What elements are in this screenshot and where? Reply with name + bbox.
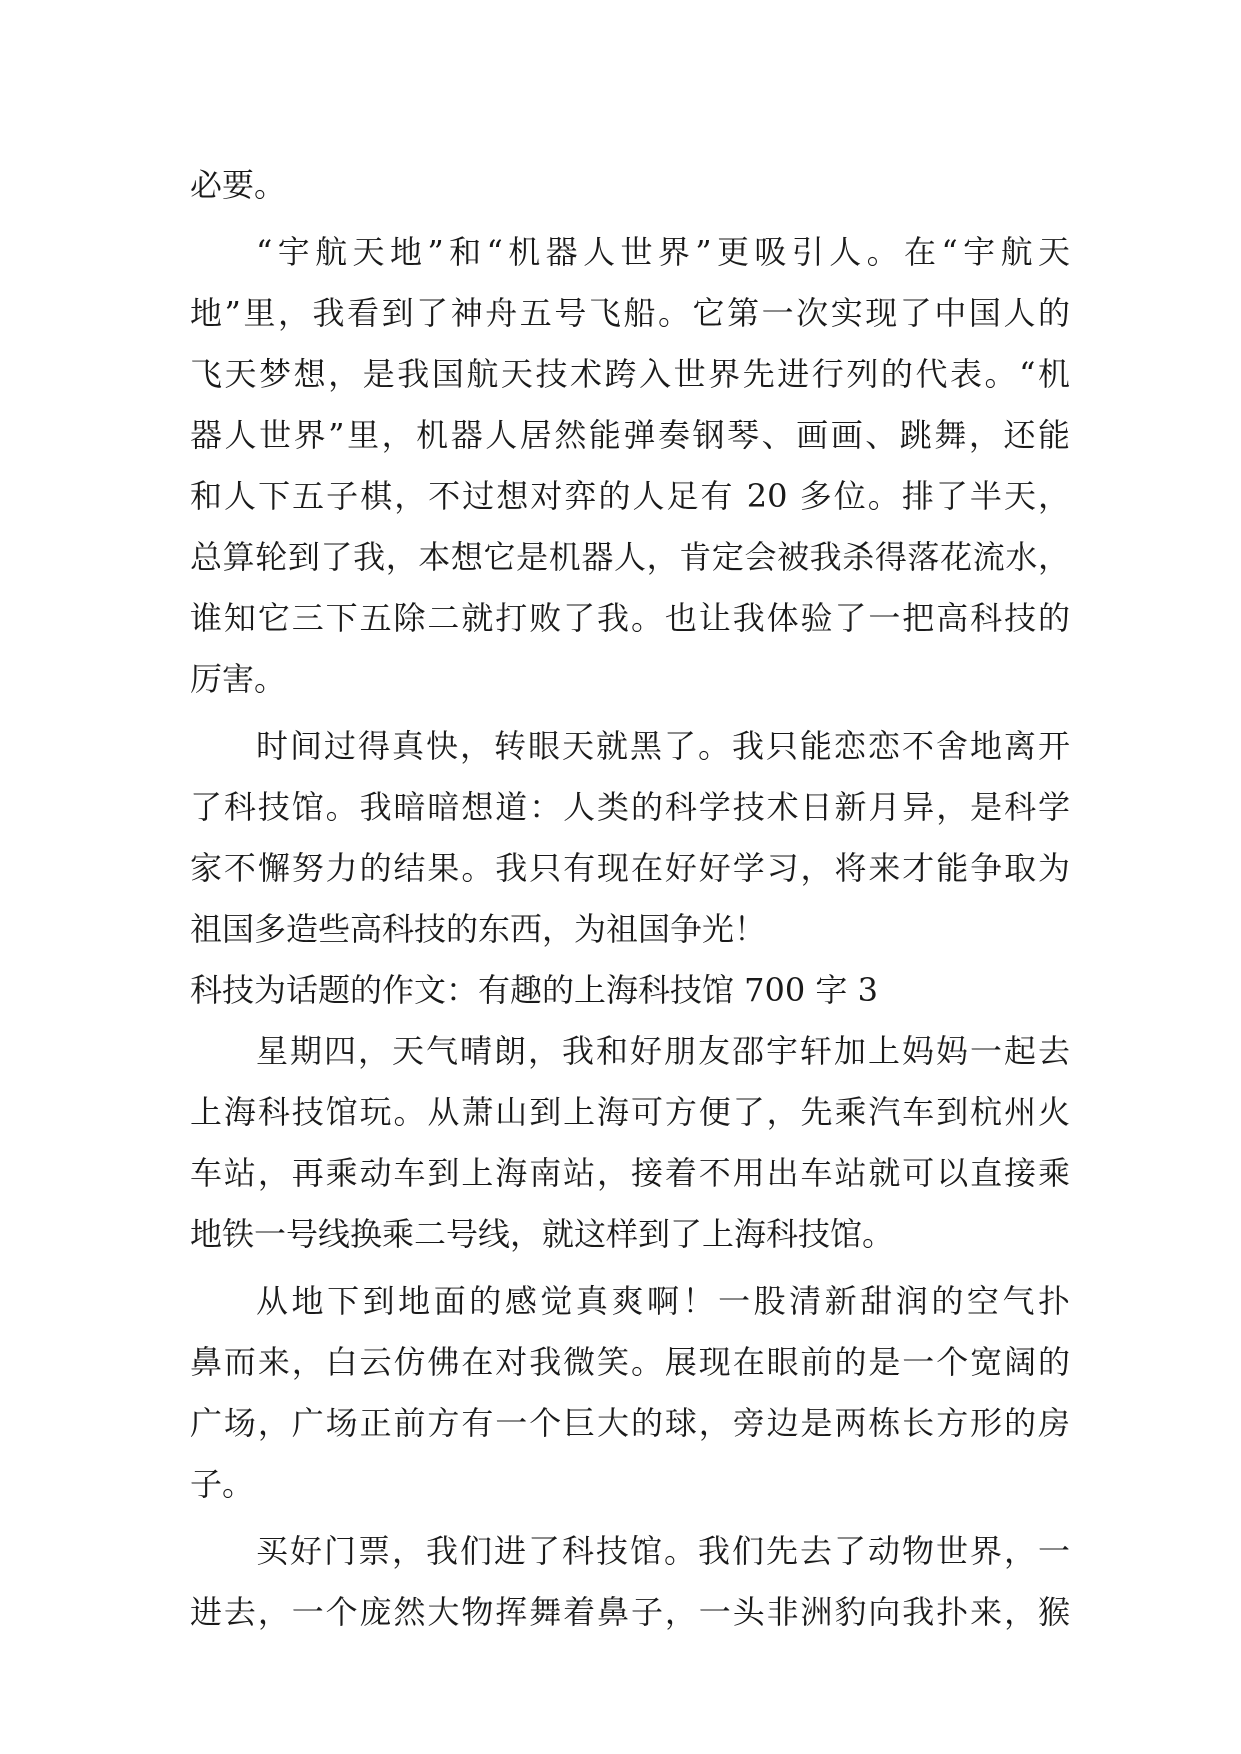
paragraph-line: 子。 (190, 1465, 255, 1503)
paragraph-line: 飞天梦想，是我国航天技术跨入世界先进行列的代表。“机 (190, 355, 1070, 393)
paragraph-line: 地”里，我看到了神舟五号飞船。它第一次实现了中国人的 (190, 294, 1070, 332)
paragraph-line: 进去，一个庞然大物挥舞着鼻子，一头非洲豹向我扑来，猴 (190, 1593, 1070, 1631)
paragraph-line: 从地下到地面的感觉真爽啊！一股清新甜润的空气扑 (256, 1282, 1070, 1320)
paragraph-line: 星期四，天气晴朗，我和好朋友邵宇轩加上妈妈一起去 (256, 1032, 1070, 1070)
paragraph-line: 时间过得真快，转眼天就黑了。我只能恋恋不舍地离开 (256, 727, 1070, 765)
paragraph-line: 器人世界”里，机器人居然能弹奏钢琴、画画、跳舞，还能 (190, 416, 1070, 454)
paragraph-line: 鼻而来，白云仿佛在对我微笑。展现在眼前的是一个宽阔的 (190, 1343, 1070, 1381)
heading-text: 科技为话题的作文：有趣的上海科技馆 700 字 3 (190, 971, 878, 1009)
paragraph-line: “宇航天地”和“机器人世界”更吸引人。在“宇航天 (256, 233, 1070, 271)
paragraph-line: 祖国多造些高科技的东西，为祖国争光！ (190, 910, 767, 948)
paragraph (190, 716, 1070, 960)
paragraph-line: 车站，再乘动车到上海南站，接着不用出车站就可以直接乘 (190, 1154, 1070, 1192)
section-heading (190, 960, 1070, 1021)
paragraph-line: 广场，广场正前方有一个巨大的球，旁边是两栋长方形的房 (190, 1404, 1070, 1442)
paragraph (190, 155, 1070, 216)
paragraph-line: 地铁一号线换乘二号线，就这样到了上海科技馆。 (190, 1215, 895, 1253)
paragraph-line: 必要。 (190, 166, 287, 204)
paragraph-line: 买好门票，我们进了科技馆。我们先去了动物世界，一 (256, 1532, 1070, 1570)
paragraph-line: 总算轮到了我，本想它是机器人，肯定会被我杀得落花流水， (190, 538, 1070, 576)
paragraph (190, 1021, 1070, 1265)
paragraph-line: 家不懈努力的结果。我只有现在好好学习，将来才能争取为 (190, 849, 1070, 887)
document-body (190, 155, 1070, 1643)
paragraph-line: 上海科技馆玩。从萧山到上海可方便了，先乘汽车到杭州火 (190, 1093, 1070, 1131)
paragraph (190, 1521, 1070, 1643)
paragraph (190, 222, 1070, 710)
paragraph (190, 1271, 1070, 1515)
paragraph-line: 厉害。 (190, 660, 287, 698)
paragraph-line: 和人下五子棋，不过想对弈的人足有 20 多位。排了半天， (190, 477, 1070, 515)
paragraph-line: 谁知它三下五除二就打败了我。也让我体验了一把高科技的 (190, 599, 1070, 637)
paragraph-line: 了科技馆。我暗暗想道：人类的科学技术日新月异，是科学 (190, 788, 1070, 826)
